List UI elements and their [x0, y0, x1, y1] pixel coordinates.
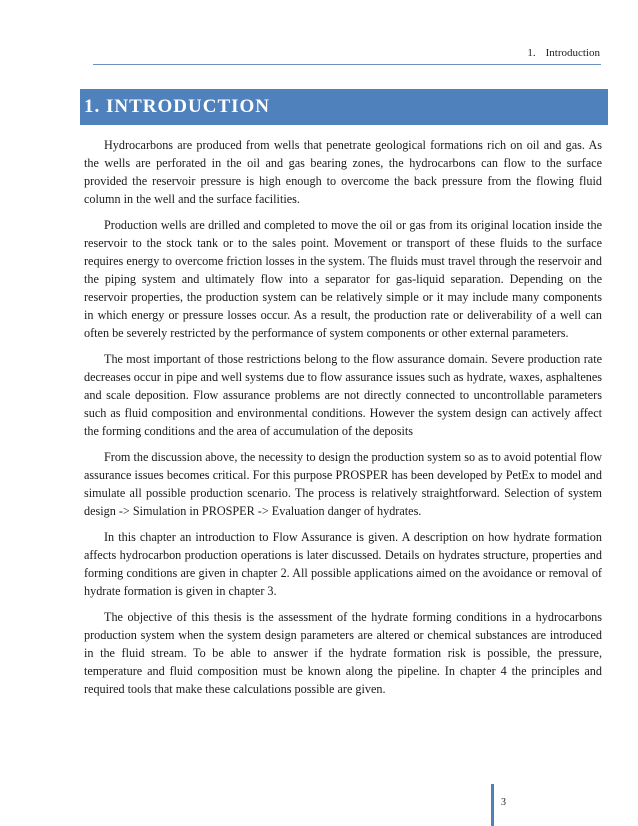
- header-section-number: 1.: [527, 47, 536, 59]
- footer-rule: [491, 784, 494, 826]
- chapter-heading-bar: [80, 89, 608, 125]
- paragraph-5: In this chapter an introduction to Flow Assurance is given. A description on how hydrate formation affects hydrocarbon production operations is later discussed. Details on hydrates structure, properties and forming conditions are given in chapter 2. All possible applications aimed on the avoidance or removal of hydrate formation is given in chapter 3.: [84, 530, 602, 598]
- header-section-title: Introduction: [545, 47, 600, 59]
- paragraph-3: The most important of those restrictions belong to the flow assurance domain. Severe production rate decreases occur in pipe and well systems due to flow assurance issues such as hydrate, waxes, asphaltenes and scale deposition. Flow assurance problems are not directly connected to uncontrollable parameters such as fluid composition and environmental conditions. However the system design can actively affect the forming conditions and the area of accumulation of the deposits: [84, 352, 602, 438]
- body-text: [84, 136, 602, 706]
- paragraph-6: The objective of this thesis is the assessment of the hydrate forming conditions in a hydrocarbons production system when the system design parameters are altered or chemical substances are introduced in the fluid stream. To be able to answer if the hydrate formation risk is possible, the pressure, temperature and fluid composition must be known along the pipeline. In chapter 4 the principles and required tools that make these calculations possible are given.: [84, 610, 602, 696]
- paragraph-2: Production wells are drilled and completed to move the oil or gas from its original location inside the reservoir to the stock tank or to the sales point. Movement or transport of these fluids to the surface requires energy to overcome friction losses in the system. The fluids must travel through the reservoir and the piping system and ultimately flow into a separator for gas-liquid separation. Depending on the reservoir properties, the production system can be relatively simple or it may include many components in which energy or pressure losses occur. As a result, the production rate or deliverability of a well can often be severely restricted by the performance of system components or other external parameters.: [84, 218, 602, 340]
- paragraph-1: Hydrocarbons are produced from wells that penetrate geological formations rich on oil and gas. As the wells are perforated in the oil and gas bearing zones, the hydrocarbons can flow to the surface provided the reservoir pressure is high enough to overcome the back pressure from the flowing fluid column in the well and the surface facilities.: [84, 138, 602, 206]
- header-rule: [93, 64, 601, 65]
- paragraph-4: From the discussion above, the necessity to design the production system so as to avoid potential flow assurance issues becomes critical. For this purpose PROSPER has been developed by PetEx to model and simulate all possible production scenario. The process is relatively straightforward. Selection of system design -> Simulation in PROSPER -> Evaluation danger of hydrates.: [84, 450, 602, 518]
- running-header: [0, 47, 600, 59]
- chapter-title: 1. INTRODUCTION: [84, 96, 271, 117]
- page-number: 3: [501, 797, 506, 808]
